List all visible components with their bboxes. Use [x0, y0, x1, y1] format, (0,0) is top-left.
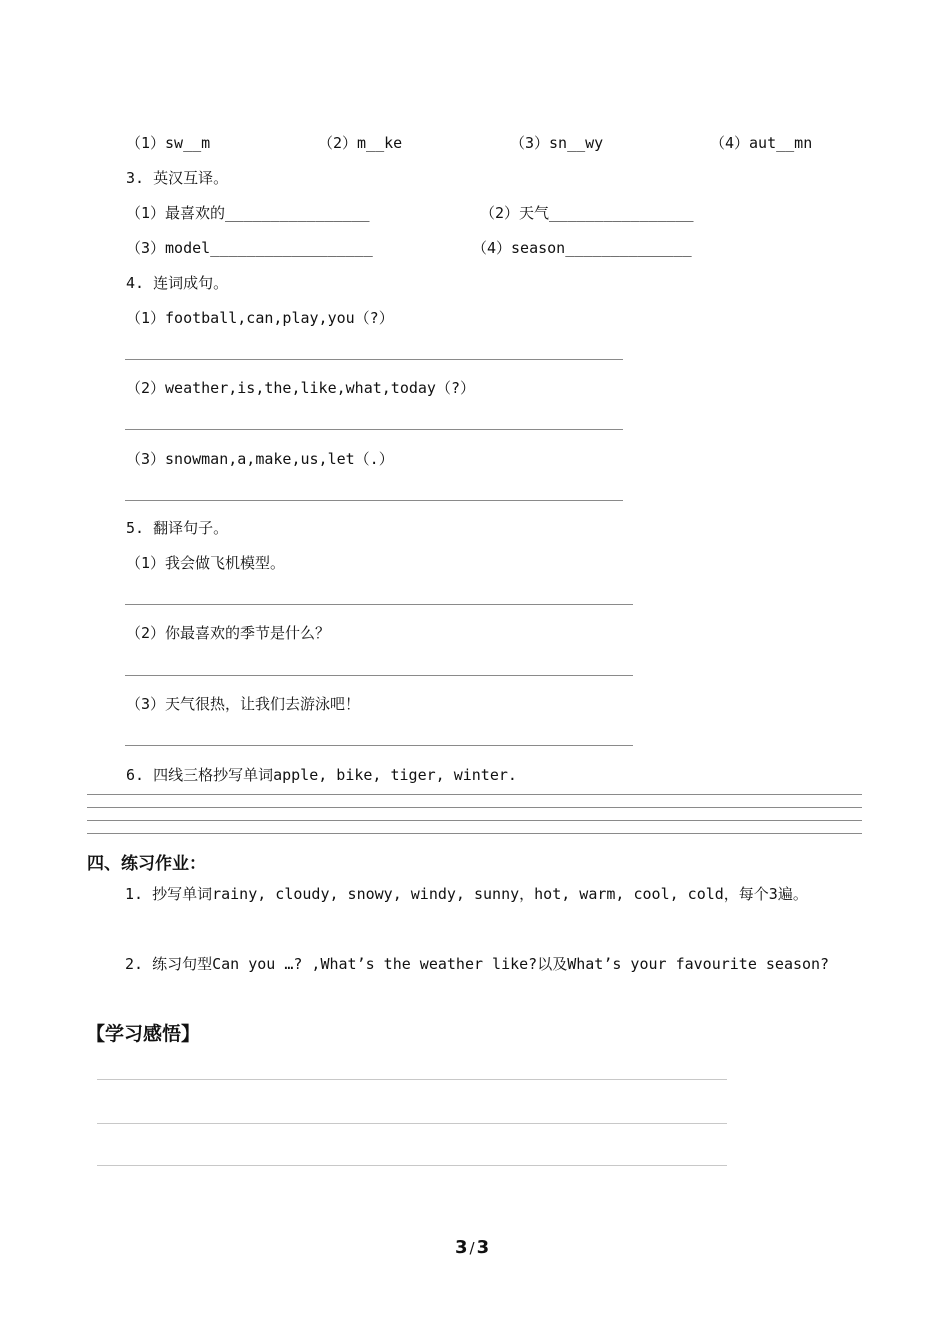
answer-line	[125, 429, 623, 430]
reflection-line	[97, 1123, 727, 1124]
section-4-title: 4. 连词成句。	[126, 274, 229, 292]
translate-sentence-3: （3）天气很热，让我们去游泳吧！	[126, 695, 361, 713]
total-pages: 3	[476, 1237, 490, 1258]
translate-sentence-2: （2）你最喜欢的季节是什么？	[126, 624, 331, 642]
homework-heading: 四、练习作业：	[87, 854, 206, 874]
translate-word-1: （1）最喜欢的________________	[126, 204, 370, 222]
answer-line	[125, 675, 633, 676]
spelling-item-4: （4）aut__mn	[710, 134, 813, 152]
homework-item-2-text: 2. 练习句型Can you …? ,What’s the weather like?以及What’s your favourite season?	[125, 955, 830, 973]
reflection-line	[97, 1165, 727, 1166]
homework-item-2	[87, 947, 852, 982]
section-6-title: 6. 四线三格抄写单词apple, bike, tiger, winter.	[126, 766, 517, 784]
page-separator: /	[469, 1239, 475, 1257]
grid-line	[87, 833, 862, 834]
word-order-2: （2）weather,is,the,like,what,today（?）	[126, 379, 475, 397]
grid-line	[87, 794, 862, 795]
spelling-item-1: （1）sw__m	[126, 134, 211, 152]
page-number	[455, 1237, 489, 1258]
answer-line	[125, 745, 633, 746]
homework-item-1-text: 1. 抄写单词rainy, cloudy, snowy, windy, sunny，hot, warm, cool, cold，每个3遍。	[125, 885, 808, 903]
section-5-title: 5. 翻译句子。	[126, 519, 229, 537]
grid-line	[87, 820, 862, 821]
current-page: 3	[455, 1237, 468, 1258]
spelling-item-3: （3）sn__wy	[510, 134, 604, 152]
reflection-line	[97, 1079, 727, 1080]
homework-item-1	[87, 877, 852, 912]
translate-word-4: （4）season______________	[472, 239, 692, 257]
grid-line	[87, 807, 862, 808]
section-3-title: 3. 英汉互译。	[126, 169, 229, 187]
spelling-item-2: （2）m__ke	[318, 134, 403, 152]
answer-line	[125, 604, 633, 605]
translate-word-2: （2）天气________________	[480, 204, 694, 222]
word-order-1: （1）football,can,play,you（?）	[126, 309, 394, 327]
translate-word-3: （3）model__________________	[126, 239, 373, 257]
answer-line	[125, 500, 623, 501]
word-order-3: （3）snowman,a,make,us,let（.）	[126, 450, 394, 468]
reflection-heading: 【学习感悟】	[86, 1023, 201, 1045]
translate-sentence-1: （1）我会做飞机模型。	[126, 554, 286, 572]
answer-line	[125, 359, 623, 360]
